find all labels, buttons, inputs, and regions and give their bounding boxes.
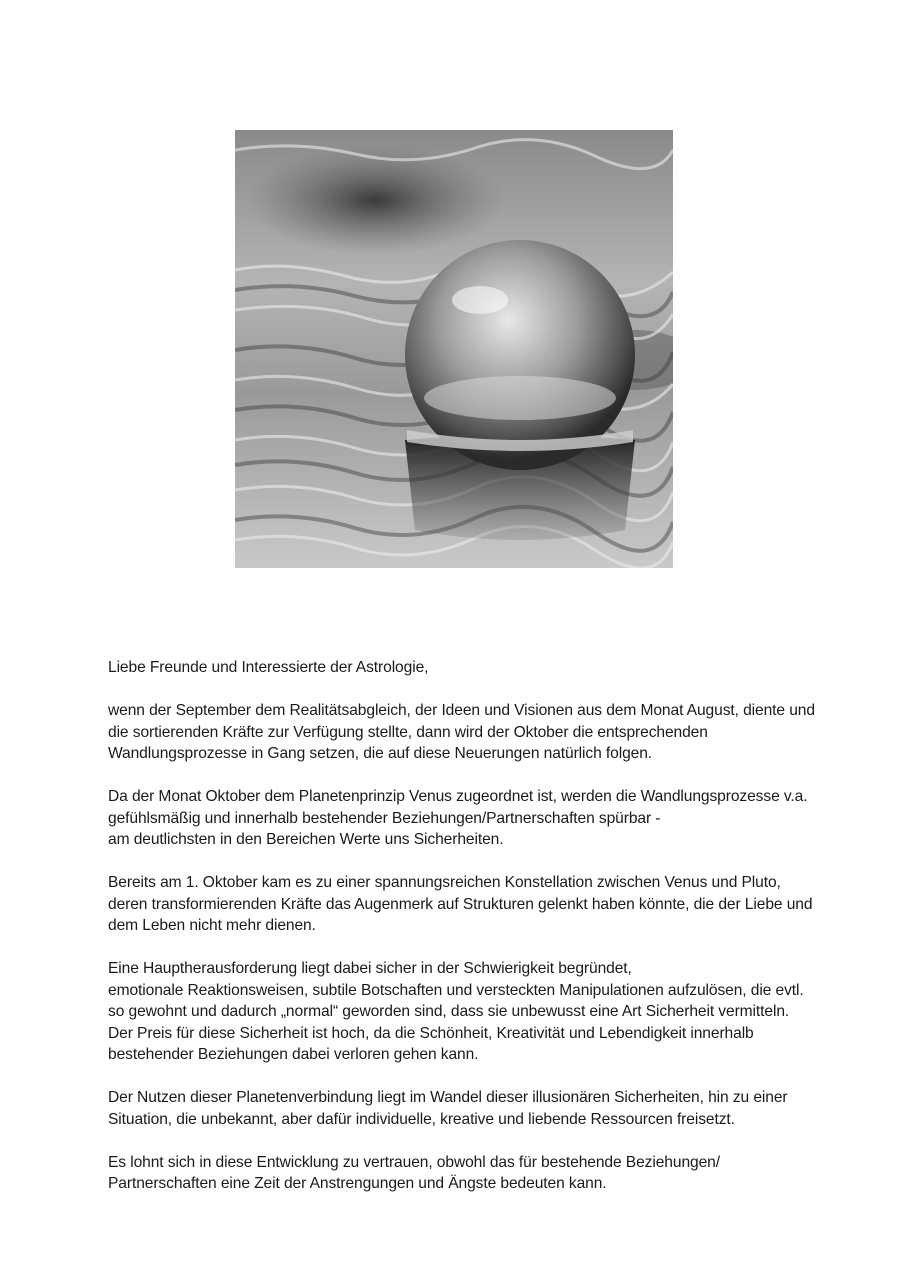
text-line: emotionale Reaktionsweisen, subtile Botschaften und versteckten Manipulationen aufzulösen, die evtl. — [108, 981, 804, 999]
salutation-line: Liebe Freunde und Interessierte der Astrologie, — [108, 659, 429, 676]
paragraph-4 — [108, 958, 828, 1066]
paragraph-6 — [108, 1152, 828, 1195]
text-line: so gewohnt und dadurch „normal“ geworden sind, dass sie unbewusst eine Art Sicherheit vermitteln. — [108, 1003, 790, 1020]
text-line: Situation, die unbekannt, aber dafür individuelle, kreative und liebende Ressourcen freisetzt. — [108, 1110, 735, 1128]
paragraph-1 — [108, 700, 828, 765]
text-line: Es lohnt sich in diese Entwicklung zu vertrauen, obwohl das für bestehende Beziehungen/ — [108, 1153, 720, 1171]
text-line: Der Nutzen dieser Planetenverbindung liegt im Wandel dieser illusionären Sicherheiten, hin zu einer — [108, 1089, 788, 1106]
text-line: Wandlungsprozesse in Gang setzen, die auf diese Neuerungen natürlich folgen. — [108, 745, 653, 762]
paragraph-2 — [108, 786, 828, 851]
text-line: dem Leben nicht mehr dienen. — [108, 917, 316, 934]
text-line: bestehender Beziehungen dabei verloren gehen kann. — [108, 1046, 479, 1063]
text-line: gefühlsmäßig und innerhalb bestehender Beziehungen/Partnerschaften spürbar - — [108, 809, 661, 827]
text-line: die sortierenden Kräfte zur Verfügung stellte, dann wird der Oktober die entsprechenden — [108, 723, 708, 741]
paragraph-3 — [108, 872, 828, 937]
hero-image — [235, 130, 673, 568]
glass-sphere-photo — [235, 130, 673, 568]
paragraph-5 — [108, 1087, 828, 1130]
text-line: wenn der September dem Realitätsabgleich, der Ideen und Visionen aus dem Monat August, diente und — [108, 702, 815, 719]
text-line: Partnerschaften eine Zeit der Anstrengungen und Ängste bedeuten kann. — [108, 1175, 607, 1192]
salutation — [108, 657, 828, 679]
text-line: Da der Monat Oktober dem Planetenprinzip Venus zugeordnet ist, werden die Wandlungsprozesse v.a. — [108, 788, 808, 805]
text-line: deren transformierenden Kräfte das Augenmerk auf Strukturen gelenkt haben könnte, die der Liebe und — [108, 895, 813, 913]
text-line: am deutlichsten in den Bereichen Werte uns Sicherheiten. — [108, 831, 504, 848]
text-line: Der Preis für diese Sicherheit ist hoch, da die Schönheit, Kreativität und Lebendigkeit innerhalb — [108, 1024, 754, 1042]
text-line: Eine Hauptherausforderung liegt dabei sicher in der Schwierigkeit begründet, — [108, 960, 632, 977]
text-line: Bereits am 1. Oktober kam es zu einer spannungsreichen Konstellation zwischen Venus und Pluto, — [108, 874, 781, 891]
letter-body — [108, 657, 828, 1216]
